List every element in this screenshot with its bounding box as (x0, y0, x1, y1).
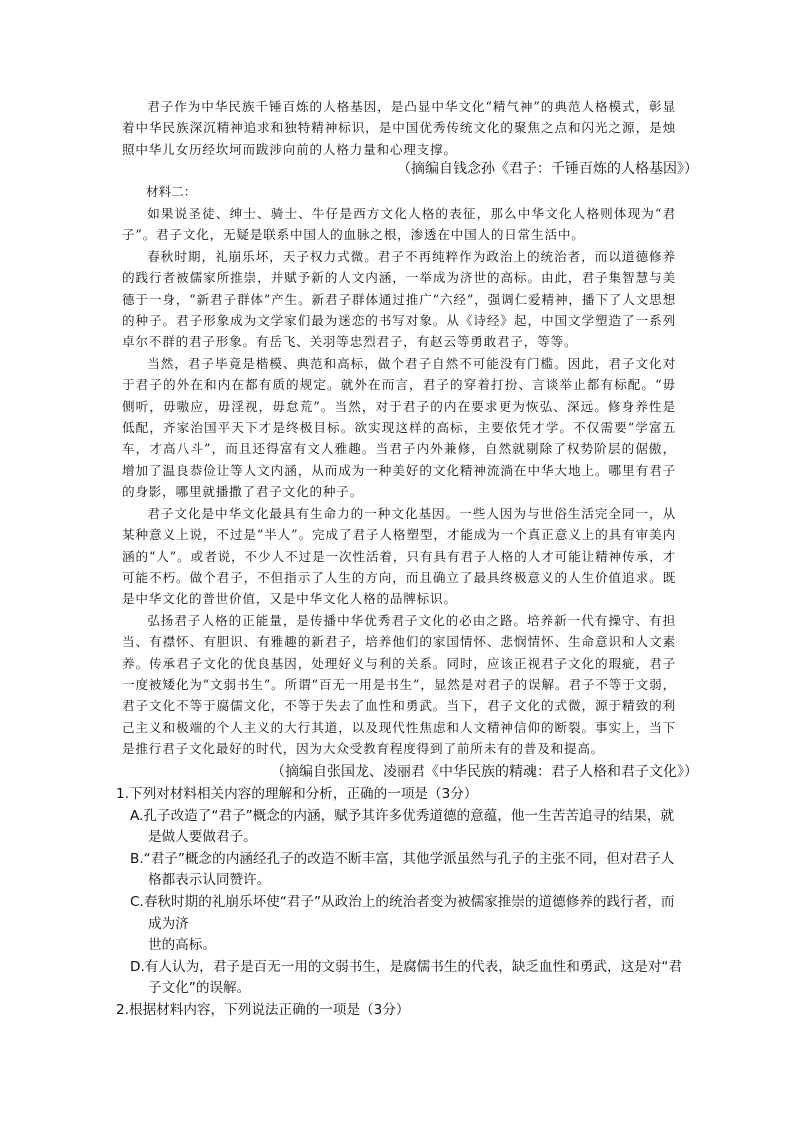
option-text: 春秋时期的礼崩乐坏使“君子”从政治上的统治者变为被儒家推崇的道德修养的践行者，而成为济 (143, 893, 675, 932)
question-2-stem: 2.根据材料内容，下列说法正确的一项是（3分） (116, 1001, 410, 1018)
material2-paragraph-2: 春秋时期，礼崩乐坏，天子权力式微。君子不再纯粹作为政治上的统治者，而以道德修养的践行者被儒家所推崇，并赋予新的人文内涵，一举成为济世的高标。由此，君子集智慧与美德于一身，“新君子群体”产生。新君子群体通过推广“六经”，强调仁爱精神，播下了人文思想的种子。君子形象成为文学家们最为迷恋的书写对象。从《诗经》起，中国文学塑造了一系列卓尔不群的君子形象。有岳飞、关羽等忠烈君子，有赵云等勇敢君子，等等。 (122, 248, 676, 350)
material2-source: （摘编自张国龙、凌丽君《中华民族的精魂：君子人格和君子文化》） (271, 764, 698, 780)
material2-paragraph-1: 如果说圣徒、绅士、骑士、牛仔是西方文化人格的表征，那么中华文化人格则体现为“君子”。君子文化，无疑是联系中国人的血脉之根，渗透在中国人的日常生活中。 (122, 206, 676, 243)
option-text: “君子”概念的内涵经孔子的改造不断丰富，其他学派虽然与孔子的主张不同，但对君子人格都表示认同赞许。 (143, 850, 675, 889)
material1-paragraph: 君子作为中华民族千锤百炼的人格基因，是凸显中华文化“精气神”的典范人格模式，彰显着中华民族深沉精神追求和独特精神标识，是中国优秀传统文化的聚焦之点和闪光之源，是烛照中华儿女历经坎坷而跋涉向前的人格力量和心理支撑。 (122, 99, 676, 157)
option-label: B. (130, 850, 144, 867)
question-1-option-b[interactable] (116, 849, 682, 892)
option-label: C. (130, 893, 144, 910)
question-1-option-c[interactable] (116, 892, 682, 957)
question-1-stem: 1.下列对材料相关内容的理解和分析，正确的一项是（3分） (116, 786, 478, 802)
material2-paragraph-4: 君子文化是中华文化最具有生命力的一种文化基因。一些人因为与世俗生活完全同一，从某种意义上说，不过是“半人”。完成了君子人格塑型，才能成为一个真正意义上的具有审美内涵的“人”。或者说，不少人不过是一次性活着，只有具有君子人格的人才可能让精神传承，才可能不朽。做个君子，不但指示了人生的方向，而且确立了最具终极意义的人生价值追求。既是中华文化的普世价值，又是中华文化人格的品牌标识。 (122, 505, 676, 607)
questions-section (116, 784, 682, 1022)
material2-paragraph-5: 弘扬君子人格的正能量，是传播中华优秀君子文化的必由之路。培养新一代有操守、有担当、有襟怀、有胆识、有雅趣的新君子，培养他们的家国情怀、悲悯情怀、生命意识和人文素养。传承君子文化的优良基因，处理好义与利的关系。同时，应该正视君子文化的瑕疵，君子一度被矮化为“文弱书生”。所谓“百无一用是书生”，显然是对君子的误解。君子不等于文弱，君子文化不等于腐儒文化，不等于失去了血性和勇武。当下，君子文化的式微，源于精致的利己主义和极端的个人主义的大行其道，以及现代性焦虑和人文精神信仰的断裂。事实上，当下是推行君子文化最好的时代，因为大众受教育程度得到了前所未有的普及和提高。 (122, 612, 676, 757)
material1-source: （摘编自钱念孙《君子：千锤百炼的人格基因》） (397, 161, 698, 177)
option-label: D. (130, 958, 145, 975)
option-text-continuation: 世的高标。 (148, 937, 216, 954)
option-text: 孔子改造了“君子”概念的内涵，赋予其许多优秀道德的意蕴，他一生苦苦追寻的结果，就是做人要做君子。 (143, 807, 675, 846)
question-1-option-a[interactable] (116, 806, 682, 849)
material2-heading: 材料二： (146, 184, 197, 199)
question-1-option-d[interactable] (116, 957, 682, 1000)
material2-paragraph-3: 当然，君子毕竟是楷模、典范和高标，做个君子自然不可能没有门槛。因此，君子文化对于君子的外在和内在都有质的规定。就外在而言，君子的穿着打扮、言谈举止都有标配。“毋侧听，毋嗷应，毋淫视，毋怠荒”。当然，对于君子的内在要求更为恢弘、深远。修身养性是低配，齐家治国平天下才是终极目标。欲实现这样的高标，主要依凭才学。不仅需要“学富五车，才高八斗”，而且还得富有文人雅趣。当君子内外兼修，自然就剔除了权势阶层的倨傲，增加了温良恭俭让等人文内涵，从而成为一种美好的文化精神流淌在中华大地上。哪里有君子的身影，哪里就播撒了君子文化的种子。 (122, 355, 676, 500)
option-label: A. (130, 807, 144, 824)
material1-paragraph-block (122, 96, 676, 160)
option-text: 有人认为，君子是百无一用的文弱书生，是腐儒书生的代表，缺乏血性和勇武，这是对“君子文化”的误解。 (144, 958, 682, 997)
material2-body (122, 203, 676, 760)
